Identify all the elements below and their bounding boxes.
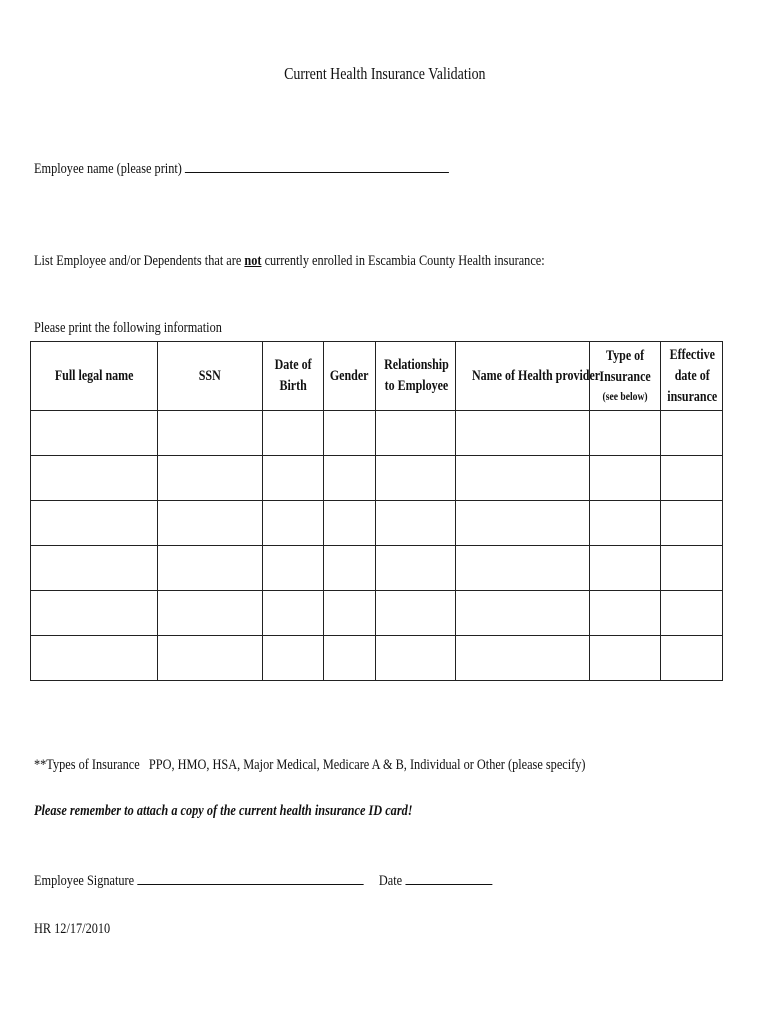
cell-relationship[interactable] (376, 591, 456, 636)
header-type-of-insurance: Type of Insurance (see below) (590, 342, 661, 411)
table-row (31, 456, 723, 501)
signature-field[interactable] (137, 872, 363, 885)
cell-effective-date[interactable] (661, 636, 723, 681)
types-list: PPO, HMO, HSA, Major Medical, Medicare A & B, Individual or Other (please specify) (148, 757, 586, 773)
cell-ssn[interactable] (158, 501, 263, 546)
cell-date-of-birth[interactable] (263, 456, 324, 501)
header-relationship: Relationship to Employee (376, 342, 456, 411)
date-label: Date (378, 873, 403, 889)
cell-relationship[interactable] (376, 546, 456, 591)
header-full-legal-name: Full legal name (31, 342, 158, 411)
cell-relationship[interactable] (376, 456, 456, 501)
form-code: HR 12/17/2010 (34, 921, 111, 937)
cell-full-legal-name[interactable] (31, 456, 158, 501)
cell-health-provider[interactable] (456, 546, 590, 591)
cell-effective-date[interactable] (661, 546, 723, 591)
cell-health-provider[interactable] (456, 591, 590, 636)
cell-gender[interactable] (324, 636, 376, 681)
signature-label: Employee Signature (34, 873, 135, 889)
print-info-label: Please print the following information (34, 320, 222, 336)
header-date-of-birth: Date of Birth (263, 342, 324, 411)
cell-date-of-birth[interactable] (263, 501, 324, 546)
cell-date-of-birth[interactable] (263, 546, 324, 591)
cell-full-legal-name[interactable] (31, 501, 158, 546)
employee-name-label: Employee name (please print) (34, 161, 182, 177)
cell-date-of-birth[interactable] (263, 411, 324, 456)
date-field[interactable] (405, 872, 492, 885)
cell-gender[interactable] (324, 591, 376, 636)
header-gender: Gender (324, 342, 376, 411)
cell-relationship[interactable] (376, 501, 456, 546)
table-row (31, 411, 723, 456)
header-effective-date: Effective date of insurance (661, 342, 723, 411)
employee-name-row (34, 160, 540, 178)
cell-effective-date[interactable] (661, 501, 723, 546)
cell-type-of-insurance[interactable] (590, 411, 661, 456)
cell-type-of-insurance[interactable] (590, 546, 661, 591)
cell-gender[interactable] (324, 546, 376, 591)
header-ssn: SSN (158, 342, 263, 411)
employee-name-field[interactable] (185, 160, 449, 173)
cell-date-of-birth[interactable] (263, 591, 324, 636)
cell-full-legal-name[interactable] (31, 591, 158, 636)
cell-gender[interactable] (324, 411, 376, 456)
cell-ssn[interactable] (158, 456, 263, 501)
cell-type-of-insurance[interactable] (590, 501, 661, 546)
header-health-provider: Name of Health provider (456, 342, 590, 411)
cell-relationship[interactable] (376, 636, 456, 681)
table-header-row (31, 342, 723, 411)
emphasis-not: not (244, 253, 262, 269)
cell-effective-date[interactable] (661, 411, 723, 456)
cell-health-provider[interactable] (456, 636, 590, 681)
cell-effective-date[interactable] (661, 456, 723, 501)
cell-relationship[interactable] (376, 411, 456, 456)
table-row (31, 546, 723, 591)
cell-full-legal-name[interactable] (31, 636, 158, 681)
cell-ssn[interactable] (158, 546, 263, 591)
cell-type-of-insurance[interactable] (590, 591, 661, 636)
cell-gender[interactable] (324, 501, 376, 546)
reminder-text: Please remember to attach a copy of the current health insurance ID card! (34, 803, 413, 819)
cell-full-legal-name[interactable] (31, 546, 158, 591)
types-label: **Types of Insurance (34, 757, 140, 773)
insurance-types-note (34, 757, 707, 774)
cell-health-provider[interactable] (456, 411, 590, 456)
table-row (31, 591, 723, 636)
list-instruction: List Employee and/or Dependents that are not currently enrolled in Escambia County Health insurance: (34, 253, 545, 269)
table-row (31, 501, 723, 546)
signature-row (34, 872, 593, 890)
cell-health-provider[interactable] (456, 456, 590, 501)
form-title: Current Health Insurance Validation (284, 64, 486, 83)
cell-type-of-insurance[interactable] (590, 456, 661, 501)
table-row (31, 636, 723, 681)
cell-date-of-birth[interactable] (263, 636, 324, 681)
dependents-table (30, 341, 723, 681)
cell-gender[interactable] (324, 456, 376, 501)
cell-health-provider[interactable] (456, 501, 590, 546)
cell-effective-date[interactable] (661, 591, 723, 636)
cell-ssn[interactable] (158, 591, 263, 636)
cell-ssn[interactable] (158, 636, 263, 681)
cell-type-of-insurance[interactable] (590, 636, 661, 681)
cell-ssn[interactable] (158, 411, 263, 456)
cell-full-legal-name[interactable] (31, 411, 158, 456)
